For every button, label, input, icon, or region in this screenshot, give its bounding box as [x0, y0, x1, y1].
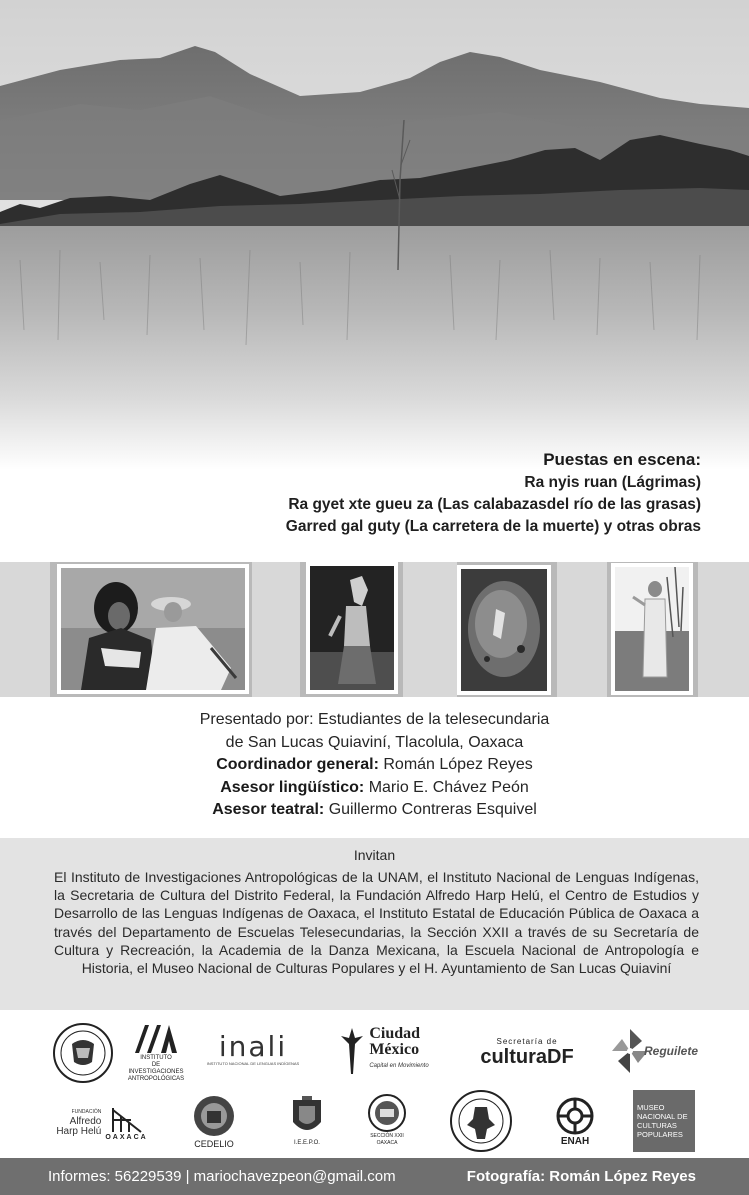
fahh-line-2: Alfredo: [69, 1116, 102, 1127]
photo-masked-dancer: [306, 562, 398, 694]
presented-by-line: [0, 709, 749, 732]
iia-line-1: INSTITUTO: [140, 1055, 172, 1061]
iia-line-2: DE: [151, 1062, 161, 1068]
reguilete-text: Reguilete: [643, 1044, 698, 1058]
museo-culturas-populares-logo: [633, 1090, 695, 1152]
linguistic-advisor-line: [0, 777, 749, 800]
ciudad-mexico-logo: [330, 1022, 438, 1078]
museo-line-2: NACIONAL DE: [637, 1112, 688, 1121]
invitation-text: El Instituto de Investigaciones Antropológicas de la UNAM, el Instituto Nacional de Lenguas Indígenas, la Secretaria de Cultura del Distrito Federal, la Fundación Alfredo Harp Helú, el Centro de Estudios y Desarrollo de las Lenguas Indígenas de Oaxaca, el Instituto Estatal de Educación Pública de Oaxaca a través del Departamento de Escuelas Telesecundarias, la Sección XXII a través de su Secretaría de Cultura y Recreación, la Academia de la Danza Mexicana, la Escuela Nacional de Antropología e Historia, el Museo Nacional de Culturas Populares y el H. Ayuntamiento de San Lucas Quiaviní: [54, 869, 699, 977]
theater-advisor-label: Asesor teatral:: [212, 801, 325, 818]
harp-icon: [109, 1104, 145, 1134]
linguistic-advisor-label: Asesor lingüístico:: [220, 778, 365, 796]
inali-subtitle: INSTITUTO NACIONAL DE LENGUAS INDÍGENAS: [206, 1061, 300, 1066]
photo-carved-stone: [457, 565, 551, 695]
ciudad-text-2: México: [369, 1041, 420, 1058]
work-title-2: Ra gyet xte gueu za (Las calabazasdel río de las grasas): [288, 496, 701, 513]
enah-logo: [550, 1090, 600, 1152]
ieepo-shield-icon: [290, 1094, 324, 1140]
ciudad-text-3: Capital en Movimiento: [369, 1063, 429, 1069]
work-title-1: Ra nyis ruan (Lágrimas): [524, 474, 701, 491]
coordinator-label: Coordinador general:: [216, 756, 379, 773]
photo-credit: Fotografía: Román López Reyes: [466, 1168, 696, 1185]
fahh-line-1: FUNDACIÓN: [71, 1109, 102, 1115]
photo-figure-in-field: [611, 563, 693, 695]
performances-title-block: [286, 448, 701, 538]
strip-bar: [557, 562, 607, 697]
inali-logo: [203, 1030, 303, 1070]
cultura-df-logo: [470, 1034, 584, 1070]
fahh-line-3: Harp Helú: [56, 1126, 102, 1137]
academia-danza-logo: [448, 1088, 514, 1154]
invitation-block: [0, 838, 749, 1010]
theater-advisor-line: [0, 799, 749, 822]
linguistic-advisor-name: Mario E. Chávez Peón: [368, 778, 529, 796]
fahh-line-4: OAXACA: [105, 1133, 148, 1141]
footer-bar: [0, 1158, 749, 1195]
museo-line-3: CULTURAS: [637, 1121, 677, 1130]
seccion-line-1: SECCIÓN XXII: [370, 1133, 404, 1139]
iia-line-3: INVESTIGACIONES: [128, 1069, 184, 1075]
strip-bar: [403, 562, 457, 697]
snte-seal-icon: [367, 1093, 407, 1133]
enah-text: ENAH: [560, 1135, 590, 1147]
work-title-3: Garred gal guty (La carretera de la muerte) y otras obras: [285, 518, 701, 535]
ieepo-logo: [282, 1088, 332, 1152]
photo-strip: [0, 562, 749, 697]
seccion-xxii-logo: [364, 1088, 410, 1152]
cultura-main-text: culturaDF: [480, 1045, 574, 1068]
unam-seal-logo: [50, 1020, 116, 1086]
contact-info: Informes: 56229539 | mariochavezpeon@gmail.com: [48, 1168, 396, 1185]
enah-glyph-icon: [555, 1096, 595, 1136]
cedelio-logo: [186, 1090, 242, 1152]
seccion-line-2: OAXACA: [376, 1140, 398, 1146]
strip-bar: [252, 562, 300, 697]
presented-by-text: Estudiantes de la telesecundaria: [318, 711, 550, 728]
theater-advisor-name: Guillermo Contreras Esquivel: [328, 801, 537, 818]
cedelio-emblem-icon: [191, 1093, 237, 1139]
hero-landscape-photo: [0, 0, 749, 470]
cedelio-text: CEDELIO: [194, 1139, 234, 1149]
strip-bar: [698, 562, 749, 697]
ieepo-text: I.E.E.P.O.: [294, 1140, 320, 1146]
museo-line-4: POPULARES: [637, 1130, 683, 1139]
reguilete-logo: [606, 1022, 702, 1080]
invitation-heading: Invitan: [353, 847, 396, 863]
iia-line-4: ANTROPOLÓGICAS: [127, 1076, 185, 1082]
presented-by-label: Presentado por:: [199, 711, 314, 728]
iia-logo: [126, 1020, 186, 1086]
ciudad-text-1: Ciudad: [369, 1025, 421, 1042]
inali-wordmark: inali: [218, 1030, 288, 1063]
photo-two-performers: [57, 564, 249, 694]
cultura-top-text: Secretaría de: [496, 1036, 558, 1046]
performances-heading: Puestas en escena:: [543, 450, 701, 469]
credits-block: [0, 709, 749, 822]
museo-line-1: MUSEO: [637, 1103, 665, 1112]
fundacion-harp-helu-logo: [52, 1098, 152, 1146]
coordinator-line: [0, 754, 749, 777]
presented-by-location: de San Lucas Quiaviní, Tlacolula, Oaxaca: [225, 733, 524, 751]
strip-bar: [0, 562, 50, 697]
coordinator-name: Román López Reyes: [383, 756, 533, 773]
angel-monument-icon: [339, 1024, 365, 1076]
